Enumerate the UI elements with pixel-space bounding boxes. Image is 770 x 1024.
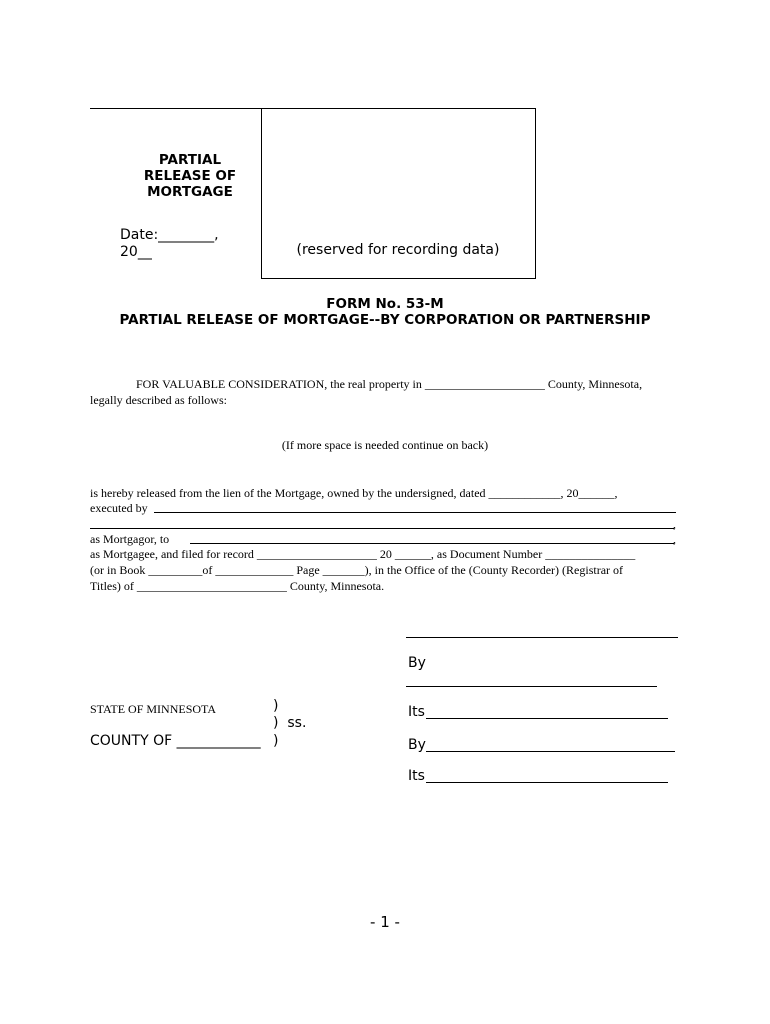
header-top-rule <box>90 108 262 109</box>
title-line-2: RELEASE OF <box>143 168 237 184</box>
mortgagor-blank[interactable] <box>90 528 674 529</box>
reserved-recording-label: (reserved for recording data) <box>296 242 500 258</box>
page-number: - 1 - <box>370 913 400 931</box>
date-field[interactable] <box>120 227 219 261</box>
by-line-1[interactable] <box>406 686 657 687</box>
release-line-3-comma: , <box>673 517 676 531</box>
venue-ss: ) ss. <box>273 715 307 731</box>
release-line-6: (or in Book _________of _____________ Page _______), in the Office of the (County Recorder) (Registrar of <box>90 563 624 577</box>
venue-state: STATE OF MINNESOTA <box>90 702 217 716</box>
venue-county: COUNTY OF ____________ <box>90 733 261 749</box>
title-line-1: PARTIAL <box>158 152 222 168</box>
its-label-2: Its <box>408 768 425 784</box>
by-label-1: By <box>408 655 426 671</box>
space-note: (If more space is needed continue on back) <box>281 438 489 452</box>
title-line-3: MORTGAGE <box>147 184 233 200</box>
by-line-2[interactable] <box>426 751 675 752</box>
release-line-7: Titles) of _________________________ County, Minnesota. <box>90 579 385 593</box>
release-line-1: is hereby released from the lien of the Mortgage, owned by the undersigned, dated ____________, 20______, <box>90 486 618 500</box>
consideration-line-1: FOR VALUABLE CONSIDERATION, the real property in ____________________ County, Minnesota, <box>136 377 643 391</box>
executed-by-blank[interactable] <box>154 512 676 513</box>
by-label-2: By <box>408 737 426 753</box>
release-line-5: as Mortgagee, and filed for record ____________________ 20 ______, as Document Number _______________ <box>90 547 636 561</box>
date-line-2: 20__ <box>120 244 152 260</box>
its-line-1[interactable] <box>426 718 668 719</box>
date-line-1: Date:________, <box>120 227 219 243</box>
venue-paren-1: ) <box>273 698 279 714</box>
form-title: PARTIAL RELEASE OF MORTGAGE--BY CORPORATION OR PARTNERSHIP <box>119 312 651 328</box>
consideration-line-2: legally described as follows: <box>90 393 227 407</box>
document-title <box>130 152 250 200</box>
its-line-2[interactable] <box>426 782 668 783</box>
its-label-1: Its <box>408 704 425 720</box>
release-line-4-comma: , <box>673 532 676 546</box>
form-number: FORM No. 53-M <box>326 296 444 312</box>
signature-line-1[interactable] <box>406 637 678 638</box>
release-line-4: as Mortgagor, to <box>90 532 170 546</box>
mortgagee-blank[interactable] <box>190 543 674 544</box>
venue-paren-3: ) <box>273 733 279 749</box>
release-line-2: executed by <box>90 501 148 515</box>
